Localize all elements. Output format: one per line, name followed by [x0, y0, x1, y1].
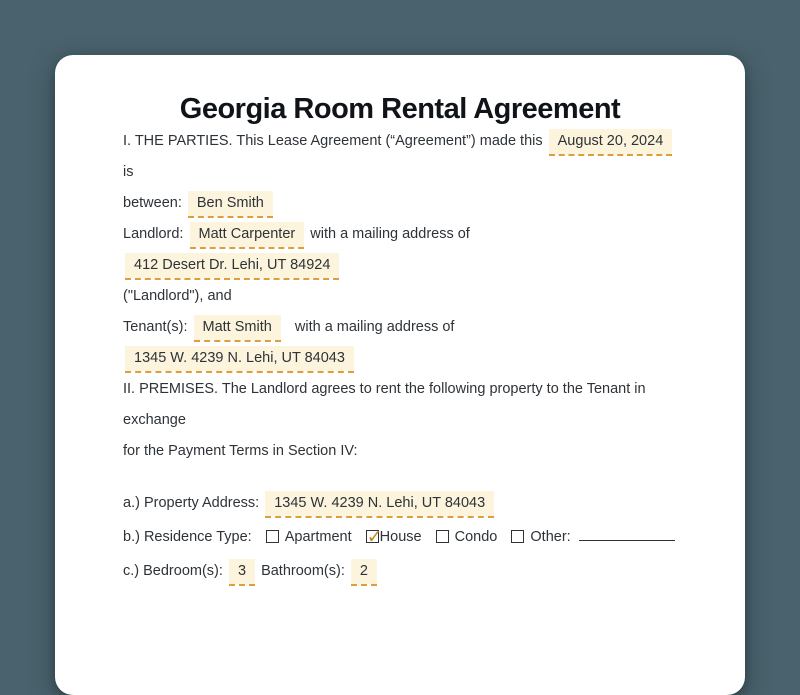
landlord-address-field[interactable]: 412 Desert Dr. Lehi, UT 84924	[125, 253, 339, 280]
parties-intro-suffix: is	[123, 164, 134, 180]
condo-checkbox[interactable]	[436, 530, 449, 543]
house-option-label: House	[379, 529, 422, 545]
premises-intro-line1: II. PREMISES. The Landlord agrees to rent the following property to the Tenant in exchange	[123, 381, 646, 428]
agent-name-field[interactable]: Ben Smith	[188, 191, 273, 218]
other-blank-line[interactable]	[579, 526, 675, 542]
document-title: Georgia Room Rental Agreement	[179, 93, 621, 125]
property-address-field[interactable]: 1345 W. 4239 N. Lehi, UT 84043	[265, 491, 494, 518]
between-label: between:	[123, 195, 182, 211]
parties-intro-text: I. THE PARTIES. This Lease Agreement (“Agreement”) made this	[123, 133, 543, 149]
residence-type-row	[123, 522, 677, 553]
premises-clause	[123, 374, 677, 467]
bedrooms-label: c.) Bedroom(s):	[123, 563, 223, 579]
landlord-suffix-text: ("Landlord"), and	[123, 288, 232, 304]
apartment-checkbox[interactable]	[266, 530, 279, 543]
landlord-label: Landlord:	[123, 226, 184, 242]
landlord-clause	[123, 219, 677, 312]
bedrooms-field[interactable]: 3	[229, 559, 255, 586]
tenant-name-field[interactable]: Matt Smith	[194, 315, 281, 342]
property-address-row	[123, 488, 677, 519]
other-checkbox[interactable]	[511, 530, 524, 543]
condo-option-label: Condo	[454, 529, 498, 545]
tenant-address-field[interactable]: 1345 W. 4239 N. Lehi, UT 84043	[125, 346, 354, 373]
property-address-label: a.) Property Address:	[123, 495, 260, 511]
apartment-option-label: Apartment	[284, 529, 352, 545]
document-page	[55, 55, 745, 695]
residence-type-label: b.) Residence Type:	[123, 529, 252, 545]
bathrooms-field[interactable]: 2	[351, 559, 377, 586]
parties-clause	[123, 126, 677, 219]
rooms-row	[123, 556, 677, 587]
tenant-label: Tenant(s):	[123, 319, 188, 335]
agreement-date-field[interactable]: August 20, 2024	[549, 129, 673, 156]
other-option-label: Other:	[530, 529, 571, 545]
landlord-name-field[interactable]: Matt Carpenter	[190, 222, 305, 249]
bathrooms-label: Bathroom(s):	[261, 563, 345, 579]
tenant-clause	[123, 312, 677, 374]
landlord-mid-text: with a mailing address of	[310, 226, 470, 242]
tenant-mid-text: with a mailing address of	[294, 319, 455, 335]
house-checkbox[interactable]	[366, 530, 379, 543]
premises-intro-line2: for the Payment Terms in Section IV:	[123, 443, 358, 459]
